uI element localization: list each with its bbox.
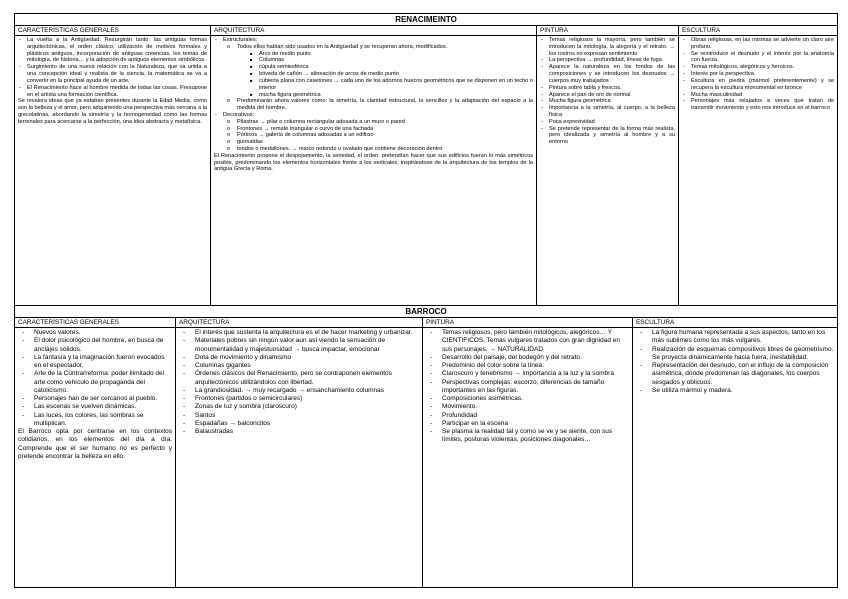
- barroco-table: [14, 305, 838, 588]
- list-item: - Aparece la naturaleza en los fondos de las composiciones y se introducen los desnudos → cuerpos muy trabajados: [549, 64, 675, 84]
- bar-header-generales: CARACTERÍSTICAS GENERALES: [15, 318, 176, 328]
- ren-escultura-list: [682, 37, 834, 112]
- list-item: - Interés por la perspectiva.: [691, 71, 834, 78]
- list-item: - El interés que sustenta la arquitectura es el de hacer marketing y urbanizar.: [195, 329, 419, 337]
- ren-arq-estructurales-intro: Todos ellos habían sido usados en la Antigüedad y se recuperan ahora, modificados.: [237, 43, 448, 50]
- renacimiento-table: [14, 13, 838, 306]
- list-item: - Se plasma la realidad tal y como se ve y se siente, con sus límites, posturas violentas, posiciones diagonales…: [442, 428, 629, 445]
- list-item: - El Renacimiento hace al hombre medida de todas las cosas. Presupone en el artista una formación científica.: [27, 85, 207, 99]
- list-item: [223, 112, 533, 153]
- list-item: - Personajes han de ser cercanos al pueblo.: [34, 395, 172, 403]
- list-item: - Órdenes clásicos del Renacimiento, pero se contraponen elementos arquitectónicos utilizándolos con libertad.: [195, 370, 419, 387]
- bar-arquitectura-cell: [176, 328, 423, 588]
- list-item: - Frontones (partidos o semicirculares): [195, 395, 419, 403]
- list-item: - Columnas gigantes: [195, 362, 419, 370]
- bar-header-escultura: ESCULTURA: [633, 318, 838, 328]
- ren-arq-decorativos-label: Decorativos:: [223, 111, 255, 118]
- list-item: - Aparece el pan de oro de normal: [549, 92, 675, 99]
- ren-arq-list: [214, 37, 533, 153]
- ren-arq-decorativos-sublist: [223, 119, 533, 153]
- bar-generales-paragraph: El Barroco opta por centrarse en los contextos cotidianos, en los elementos del día a día. Comprende que el ser humano no es perfecto y pretende encontrar la belleza en ello.: [18, 428, 172, 460]
- list-item: o guirnaldas: [237, 139, 533, 146]
- ren-header-pintura: PINTURA: [537, 26, 679, 36]
- list-item: o Frontones → remate triangular o curvo de una fachada: [237, 126, 533, 133]
- bar-arq-list: [179, 329, 419, 436]
- list-item: o Pórticos → galería de columnas adosadas a un edificio: [237, 132, 533, 139]
- list-item: - Balaustradas: [195, 428, 419, 436]
- list-item: - Se pretende representar de la forma más realista, pero idealizada y simetría al hombre y a su entorno: [549, 126, 675, 146]
- bar-pintura-list: [426, 329, 629, 445]
- list-item: - Mucha masculinidad: [691, 92, 834, 99]
- list-item: - Las luces, los colores, las sombras se multiplican.: [34, 412, 172, 429]
- list-item: - Realización de esquemas compositivos libres de geometrismo. Se proyecta dinámicamente hacia fuera, inestabilidad.: [652, 346, 834, 363]
- list-item: - Temas religiosos la mayoría, pero también se introducen la mitología, la alegoría y el retrato. → los rostros no expresan sentimiento: [549, 37, 675, 57]
- list-item: - La grandiosidad. → muy recargado → ensanchamiento columnas: [195, 387, 419, 395]
- list-item: ■ bóveda de cañón → alineación de arcos de medio punto: [259, 71, 533, 78]
- list-item: - Composiciones asimétricas.: [442, 395, 629, 403]
- bar-escultura-cell: [633, 328, 838, 588]
- list-item: - Mucha figura geométrica: [549, 98, 675, 105]
- bar-escultura-list: [636, 329, 834, 395]
- ren-header-arquitectura: ARQUITECTURA: [211, 26, 537, 36]
- list-item: - La fantasía y la imaginación fueron evocados en el espectador.: [34, 354, 172, 371]
- list-item: ■ cubierta plana con casetones → cada uno de los adornos huecos geométricos que se disponen en un techo o interior: [259, 78, 533, 92]
- list-item: - Arte de la Contrarreforma: poder ilimitado del arte como vehículo de propaganda del catolicismo.: [34, 370, 172, 395]
- list-item: - Materiales pobres sin ningún valor aun así viendo la sensación de monumentalidad y majestuosidad → busca impactar, emocionar: [195, 337, 419, 354]
- bar-header-pintura: PINTURA: [423, 318, 633, 328]
- list-item: - La vuelta a la Antigüedad. Resurgirán tanto: las antiguas formas arquitectónicas, el orden clásico, utilización de motivos formales y plásticos antiguos, incorporación de antiguas creencias, los temas de mitología, de historia… y la adopción de antiguos elementos simbólicos.: [27, 37, 207, 64]
- ren-header-escultura: ESCULTURA: [679, 26, 838, 36]
- list-item: - Se utiliza mármol y madera.: [652, 387, 834, 395]
- list-item: - Las escenas se vuelven dinámicas.: [34, 403, 172, 411]
- document-page: [14, 13, 837, 588]
- list-item: - Temas mitológicos, alegóricos y heroicos.: [691, 64, 834, 71]
- ren-pintura-list: [540, 37, 675, 146]
- ren-arq-estructurales-label: Estructurales:: [223, 37, 258, 43]
- ren-header-generales: CARACTERÍSTICAS GENERALES: [15, 26, 211, 36]
- list-item: - Participar en la escena: [442, 420, 629, 428]
- list-item: o tondos o medallones. → marco redondo u ovalado que contiene decoración dentro: [237, 146, 533, 153]
- list-item: - Perspectivas complejas: escorzo, diferencias de tamaño importantes en las figuras.: [442, 379, 629, 396]
- list-item: - Nuevos valores.: [34, 329, 172, 337]
- list-item: o Predominarán ahora valores como: la simetría, la claridad estructural, la sencillez y la adaptación del espacio a la medida del hombre.: [237, 98, 533, 112]
- bar-generales-cell: [15, 328, 176, 588]
- list-item: - Importancia a la simetría, al cuerpo, a la belleza física: [549, 105, 675, 119]
- list-item: - Pintura sobre tabla y frescos.: [549, 85, 675, 92]
- list-item: - Escultura en piedra (mármol preferentemente) y se recupera la escultura monumental en bronce: [691, 78, 834, 92]
- list-item: - El dolor psicológico del hombre, en busca de anclajes sólidos.: [34, 337, 172, 354]
- ren-generales-paragraph: Se revalora ideas que ya estaban presentes durante la Edad Media, como son la belleza y el amor, pero adquiriendo una perspectiva más cercana a la grecolatinas, abordando la simetría y la homogeneidad como las formas terrenales para acercarse a la perfección, una idea abstracta y metafísica.: [18, 98, 207, 125]
- list-item: [223, 37, 533, 112]
- bar-generales-list: [18, 329, 172, 428]
- list-item: - Surgimiento de una nueva relación con la Naturaleza, que va unida a una concepción ideal y realista de la ciencia. la matemática se va a convertir en la principal ayuda de un arte.: [27, 64, 207, 84]
- list-item: - Dota de movimiento y dinamismo: [195, 354, 419, 362]
- list-item: - Zonas de luz y sombra (claroscuro): [195, 403, 419, 411]
- ren-generales-list: [18, 37, 207, 98]
- ren-arq-estructurales-sublist: [223, 44, 533, 112]
- list-item: [237, 44, 533, 99]
- list-item: - Espadañas → balconcitos: [195, 420, 419, 428]
- list-item: - Profundidad: [442, 412, 629, 420]
- list-item: - Desarrollo del paisaje, del bodegón y del retrato.: [442, 354, 629, 362]
- bar-pintura-cell: [423, 328, 633, 588]
- list-item: - Claroscuro y tenebrismo → importancia a la luz y la sombra: [442, 370, 629, 378]
- ren-arq-paragraph: El Renacimiento propone el despojamiento, la seriedad, el orden. pretendían hacer que sus edificios fueran lo más simétricos posible, predominando los elementos horizontales frente a los verticales, inspirándose de la arquitectura de los templos de la antigua Grecia y Roma.: [214, 152, 533, 173]
- list-item: - Predominio del color sobre la línea.: [442, 362, 629, 370]
- list-item: ■ cúpula semiesférica: [259, 64, 533, 71]
- ren-generales-cell: [15, 36, 211, 306]
- ren-arquitectura-cell: [211, 36, 537, 306]
- list-item: ■ Arco de medio punto: [259, 51, 533, 58]
- list-item: - Poca expresividad: [549, 119, 675, 126]
- list-item: ■ mucha figura geométrica: [259, 92, 533, 99]
- list-item: - Obras religiosas, en las mismas se advierte un claro aire profano.: [691, 37, 834, 51]
- list-item: - Santos: [195, 412, 419, 420]
- list-item: o Pilastras → pilar o columna rectangular adosada a un muro o pared: [237, 119, 533, 126]
- list-item: - Temas religiosos, pero también mitológicos, alegóricos… Y CIENTIFICOS. Temas vulgares tratados con gran dignidad en sus personajes. → NATURALIDAD: [442, 329, 629, 354]
- list-item: - La figura humana representada a sus aspectos, tanto en los más sublimes como los más vulgares.: [652, 329, 834, 346]
- ren-arq-elements-list: [237, 51, 533, 99]
- ren-escultura-cell: [679, 36, 838, 306]
- list-item: - Se reintroduce el desnudo y el interés por la anatomía con fuerza.: [691, 51, 834, 65]
- barroco-title: BARROCO: [15, 306, 838, 318]
- bar-header-arquitectura: ARQUITECTURA: [176, 318, 423, 328]
- ren-pintura-cell: [537, 36, 679, 306]
- list-item: ■ Columnas: [259, 57, 533, 64]
- list-item: - Representación del desnudo, con el influjo de la composición asimétrica, donde predominan las diagonales, los cuerpos sesgados y oblicuos.: [652, 362, 834, 387]
- renacimiento-title: RENACIMEINTO: [15, 14, 838, 26]
- list-item: - La perspectiva → profundidad, líneas de fuga: [549, 57, 675, 64]
- list-item: - Personajes más relajados a veces que tratan de transmitir movimiento y esto nos introduce en el barroco: [691, 98, 834, 112]
- list-item: - Movimiento.: [442, 403, 629, 411]
